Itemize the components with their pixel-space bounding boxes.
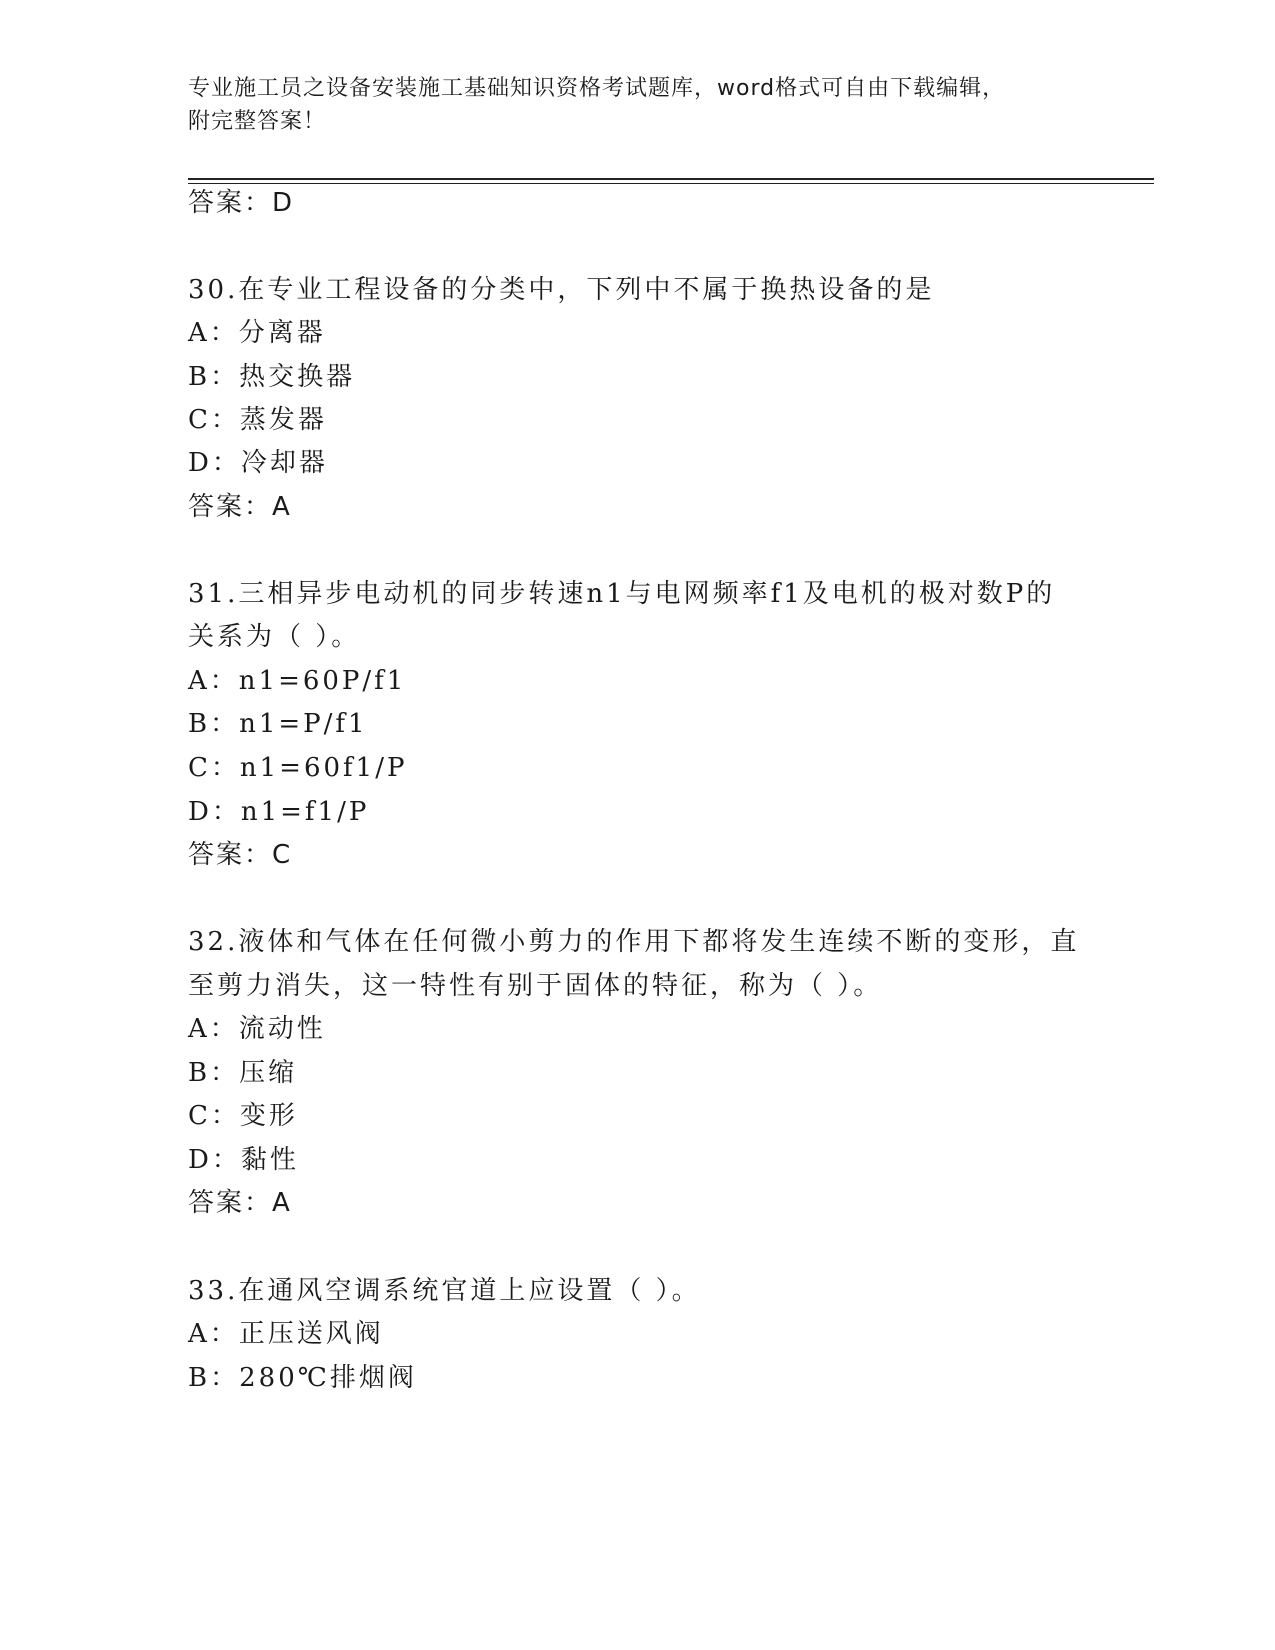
question-stem-cont: 关系为（ ）。 xyxy=(188,622,361,652)
header-line-2: 附完整答案！ xyxy=(188,109,327,134)
question-stem-cont: 至剪力消失，这一特性有别于固体的特征，称为（ ）。 xyxy=(188,971,883,1001)
option-a: A：流动性 xyxy=(188,1014,326,1044)
answer-prev: 答案：D xyxy=(188,188,295,218)
question-stem: 33.在通风空调系统官道上应设置（ ）。 xyxy=(188,1276,701,1306)
option-d: D：冷却器 xyxy=(188,448,328,478)
option-d: D：黏性 xyxy=(188,1145,299,1175)
option-c: C：变形 xyxy=(188,1101,298,1131)
option-b: B：280℃排烟阀 xyxy=(188,1363,417,1393)
header-divider-thick xyxy=(188,178,1154,180)
option-c: C：蒸发器 xyxy=(188,405,327,435)
answer: 答案：A xyxy=(188,492,292,522)
answer: 答案：A xyxy=(188,1188,292,1218)
option-b: B：n1=P/f1 xyxy=(188,709,368,739)
option-b: B：热交换器 xyxy=(188,362,356,392)
option-a: A：n1=60P/f1 xyxy=(188,666,407,696)
question-stem: 30.在专业工程设备的分类中，下列中不属于换热设备的是 xyxy=(188,275,935,305)
option-d: D：n1=f1/P xyxy=(188,797,370,827)
question-stem: 32.液体和气体在任何微小剪力的作用下都将发生连续不断的变形，直 xyxy=(188,927,1080,957)
option-a: A：正压送风阀 xyxy=(188,1319,384,1349)
question-stem: 31.三相异步电动机的同步转速n1与电网频率f1及电机的极对数P的 xyxy=(188,579,1056,609)
option-a: A：分离器 xyxy=(188,318,326,348)
page-header xyxy=(188,72,1088,138)
header-divider-thin xyxy=(188,183,1154,184)
option-b: B：压缩 xyxy=(188,1058,298,1088)
header-line-1: 专业施工员之设备安装施工基础知识资格考试题库，word格式可自由下载编辑， xyxy=(188,76,1006,101)
answer: 答案：C xyxy=(188,840,293,870)
option-c: C：n1=60f1/P xyxy=(188,753,408,783)
